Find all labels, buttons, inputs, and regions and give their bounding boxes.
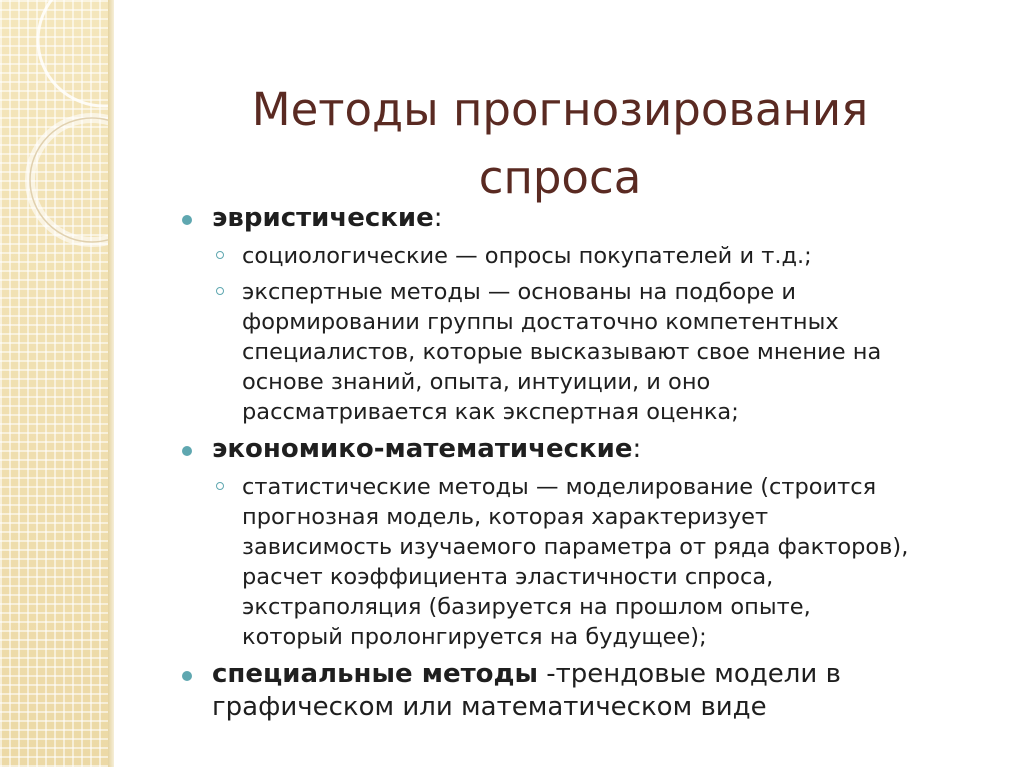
bullet-heuristic-colon: : bbox=[433, 203, 443, 233]
side-panel-edge bbox=[108, 0, 114, 767]
subbullet-text-line: статистические методы — моделирование (строится bbox=[242, 474, 877, 500]
subbullet-circle-icon bbox=[216, 482, 224, 490]
subbullet-text-line: экстраполяция (базируется на прошлом опыте, bbox=[242, 594, 811, 620]
bullet-heuristic bbox=[178, 202, 1008, 235]
subbullet-text-line: расчет коэффициента эластичности спроса, bbox=[242, 564, 774, 590]
bullet-dot-icon bbox=[182, 671, 192, 681]
subbullet-expert bbox=[178, 277, 1008, 427]
subbullet-statistical bbox=[178, 472, 1008, 652]
subbullet-text-line: зависимость изучаемого параметра от ряда факторов), bbox=[242, 534, 909, 560]
subbullet-text-line: социологические — опросы покупателей и т.д.; bbox=[242, 243, 812, 269]
subbullet-text-line: специалистов, которые высказывают свое мнение на bbox=[242, 339, 882, 365]
subbullet-text-line: основе знаний, опыта, интуиции, и оно bbox=[242, 369, 711, 395]
subbullet-text-line: прогнозная модель, которая характеризует bbox=[242, 504, 769, 530]
bullet-special bbox=[178, 658, 1008, 724]
subbullet-sociological bbox=[178, 241, 1008, 271]
bullet-special-line2: графическом или математическом виде bbox=[212, 692, 767, 722]
subbullet-text-line: формировании группы достаточно компетентных bbox=[242, 309, 839, 335]
bullet-economic-math-title: экономико-математические bbox=[212, 434, 633, 464]
bullet-economic-math-colon: : bbox=[632, 434, 642, 464]
bullet-special-title: специальные методы bbox=[212, 659, 539, 689]
subbullet-circle-icon bbox=[216, 251, 224, 259]
subbullet-text-line: который пролонгируется на будущее); bbox=[242, 624, 707, 650]
bullet-dot-icon bbox=[182, 446, 192, 456]
bullet-dot-icon bbox=[182, 215, 192, 225]
subbullet-circle-icon bbox=[216, 287, 224, 295]
title-line-1: Методы прогнозирования bbox=[251, 83, 869, 137]
bullet-list bbox=[178, 202, 1008, 730]
subbullet-text-line: экспертные методы — основаны на подборе и bbox=[242, 279, 797, 305]
bullet-economic-math bbox=[178, 433, 1008, 466]
decorative-side-panel bbox=[0, 0, 108, 767]
title-line-2: спроса bbox=[478, 151, 642, 205]
slide-title bbox=[150, 76, 970, 212]
bullet-special-rest: -трендовые модели в bbox=[538, 659, 841, 689]
subbullet-text-line: рассматривается как экспертная оценка; bbox=[242, 399, 739, 425]
decorative-rings bbox=[0, 0, 108, 260]
bullet-heuristic-title: эвристические bbox=[212, 203, 434, 233]
